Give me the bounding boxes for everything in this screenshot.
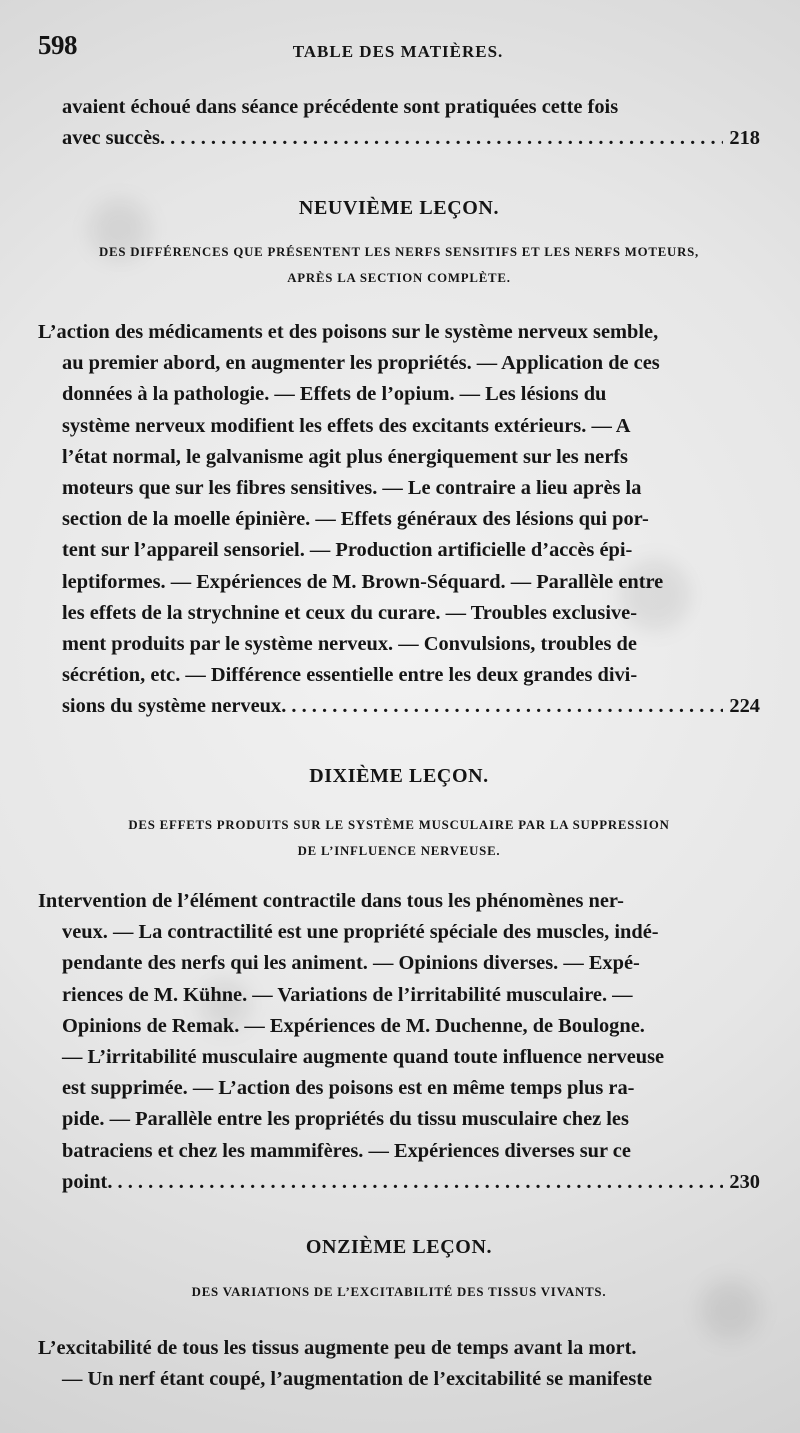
lecture-10-title: DIXIÈME LEÇON. bbox=[309, 765, 489, 787]
subtitle-line: APRÈS LA SECTION COMPLÈTE. bbox=[287, 271, 511, 285]
dot-leader bbox=[281, 691, 723, 722]
text-line: — L’irritabilité musculaire augmente quand toute influence nerveuse bbox=[62, 1046, 665, 1069]
text-line: L’action des médicaments et des poisons sur le système nerveux semble, bbox=[38, 321, 659, 343]
text-line: l’état normal, le galvanisme agit plus énergiquement sur les nerfs bbox=[62, 445, 628, 468]
lecture-9-summary bbox=[38, 317, 760, 723]
entry-text: point bbox=[62, 1170, 108, 1193]
text-line: Intervention de l’élément contractile dans tous les phénomènes ner- bbox=[38, 890, 624, 912]
text-line: tent sur l’appareil sensoriel. — Production artificielle d’accès épi- bbox=[62, 539, 633, 562]
text-line: riences de M. Kühne. — Variations de l’irritabilité musculaire. — bbox=[62, 983, 633, 1006]
lecture-11-summary bbox=[38, 1333, 760, 1395]
entry-text: sions du système nerveux bbox=[62, 695, 282, 718]
text-line: batraciens et chez les mammifères. — Expériences diverses sur ce bbox=[62, 1139, 631, 1162]
text-line: pide. — Parallèle entre les propriétés du tissu musculaire chez les bbox=[62, 1108, 629, 1131]
lecture-9-title: NEUVIÈME LEÇON. bbox=[298, 197, 500, 219]
subtitle-line: DES EFFETS PRODUITS SUR LE SYSTÈME MUSCULAIRE PAR LA SUPPRESSION bbox=[128, 818, 670, 832]
entry-text: avec succès bbox=[62, 127, 160, 150]
lecture-10-summary bbox=[38, 886, 760, 1198]
text-line: leptiformes. — Expériences de M. Brown-Séquard. — Parallèle entre bbox=[62, 570, 664, 593]
page-number: 598 bbox=[38, 30, 77, 60]
leader-line bbox=[38, 691, 760, 722]
page-reference: 230 bbox=[729, 1170, 760, 1193]
text-line: est supprimée. — L’action des poisons est en même temps plus ra- bbox=[62, 1077, 635, 1100]
subtitle-line: DES DIFFÉRENCES QUE PRÉSENTENT LES NERFS SENSITIFS ET LES NERFS MOTEURS, bbox=[98, 245, 700, 259]
page-reference: 224 bbox=[729, 695, 760, 718]
text-line: moteurs que sur les fibres sensitives. — Le contraire a lieu après la bbox=[62, 477, 642, 500]
text-line: veux. — La contractilité est une propriété spéciale des muscles, indé- bbox=[62, 921, 659, 944]
page-header bbox=[38, 30, 758, 76]
dot-leader bbox=[160, 123, 723, 154]
text-line: — Un nerf étant coupé, l’augmentation de l’excitabilité se manifeste bbox=[62, 1368, 653, 1391]
text-line: avaient échoué dans séance précédente sont pratiquées cette fois bbox=[62, 96, 619, 118]
subtitle-line: DES VARIATIONS DE L’EXCITABILITÉ DES TISSUS VIVANTS. bbox=[191, 1285, 607, 1299]
running-head: TABLE DES MATIÈRES. bbox=[292, 42, 504, 61]
leader-line bbox=[38, 123, 760, 154]
continued-entry bbox=[38, 92, 760, 154]
text-line: pendante des nerfs qui les animent. — Opinions diverses. — Expé- bbox=[62, 952, 640, 975]
text-line: système nerveux modifient les effets des excitants extérieurs. — A bbox=[62, 414, 631, 437]
text-line: au premier abord, en augmenter les propriétés. — Application de ces bbox=[62, 352, 660, 375]
text-line: ment produits par le système nerveux. — Convulsions, troubles de bbox=[62, 633, 637, 656]
lecture-10-subtitle bbox=[38, 812, 760, 864]
text-line: les effets de la strychnine et ceux du curare. — Troubles exclusive- bbox=[62, 601, 638, 624]
page-reference: 218 bbox=[729, 127, 760, 150]
text-line: section de la moelle épinière. — Effets généraux des lésions qui por- bbox=[62, 508, 649, 531]
subtitle-line: DE L’INFLUENCE NERVEUSE. bbox=[297, 844, 501, 858]
text-line: L’excitabilité de tous les tissus augmente peu de temps avant la mort. bbox=[38, 1337, 637, 1359]
lecture-11-subtitle bbox=[38, 1279, 760, 1305]
lecture-11-title: ONZIÈME LEÇON. bbox=[305, 1236, 493, 1258]
leader-line bbox=[38, 1167, 760, 1198]
text-line: Opinions de Remak. — Expériences de M. Duchenne, de Boulogne. bbox=[62, 1014, 645, 1037]
dot-leader bbox=[107, 1167, 723, 1198]
text-line: sécrétion, etc. — Différence essentielle entre les deux grandes divi- bbox=[62, 664, 638, 687]
text-line: données à la pathologie. — Effets de l’opium. — Les lésions du bbox=[62, 383, 607, 406]
lecture-9-subtitle bbox=[38, 239, 760, 291]
